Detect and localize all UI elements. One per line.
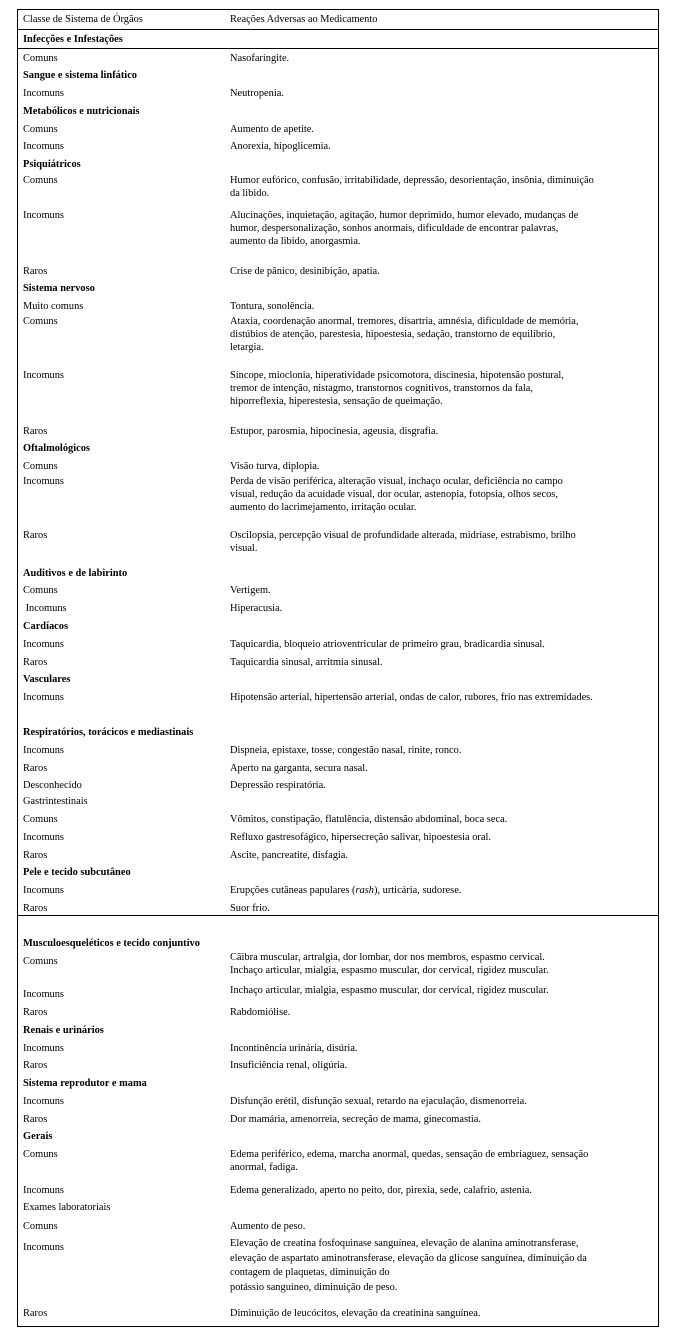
reaction-text: Hipotensão arterial, hipertensão arterial, ondas de calor, rubores, frio nas extremidades. bbox=[230, 692, 593, 703]
frequency-label: Raros bbox=[23, 763, 48, 774]
reaction-line: tremor de intenção, nistagmo, transtornos cognitivos, transtornos da fala, bbox=[230, 383, 533, 394]
frequency-label: Incomuns bbox=[23, 989, 64, 1000]
reaction-text: Depressão respiratória. bbox=[230, 780, 326, 791]
reaction-text: Hiperacusia. bbox=[230, 603, 283, 614]
frequency-label: Desconhecido bbox=[23, 780, 82, 791]
reaction-line: visual, redução da acuidade visual, dor ocular, astenopia, fotopsia, olhos secos, bbox=[230, 489, 558, 500]
reaction-text: Dor mamária, amenorreia, secreção de mama, ginecomastia. bbox=[230, 1114, 481, 1125]
frequency-label: Raros bbox=[23, 1060, 48, 1071]
frequency-label: Comuns bbox=[23, 1221, 58, 1232]
frequency-label: Incomuns bbox=[23, 210, 64, 221]
reaction-text: Incontinência urinária, disúria. bbox=[230, 1043, 358, 1054]
frequency-label: Raros bbox=[23, 1114, 48, 1125]
frequency-label: Incomuns bbox=[23, 1185, 64, 1196]
frequency-label: Comuns bbox=[23, 956, 58, 967]
reaction-text: Inchaço articular, mialgia, espasmo muscular, dor cervical, rigidez muscular. bbox=[230, 985, 549, 996]
section-title: Renais e urinários bbox=[23, 1025, 104, 1036]
reaction-text-emphasis: rash bbox=[355, 885, 374, 896]
reaction-text bbox=[230, 529, 655, 555]
frequency-label: Comuns bbox=[23, 316, 58, 327]
reaction-text: Anorexia, hipoglicemia. bbox=[230, 141, 331, 152]
reaction-text: Rabdomiólise. bbox=[230, 1007, 291, 1018]
section-title: Auditivos e de labirinto bbox=[23, 568, 128, 579]
reaction-line: Cãibra muscular, artralgia, dor lombar, dor nos membros, espasmo cervical. bbox=[230, 952, 545, 963]
reaction-text: Disfunção erétil, disfunção sexual, retardo na ejaculação, dismenorreia. bbox=[230, 1096, 527, 1107]
header-organ-class: Classe de Sistema de Órgãos bbox=[23, 14, 143, 25]
reaction-line: Síncope, mioclonia, hiperatividade psicomotora, discinesia, hipotensão postural, bbox=[230, 370, 564, 381]
page-break-divider bbox=[18, 915, 658, 916]
section-title: Respiratórios, torácicos e mediastinais bbox=[23, 727, 194, 738]
frequency-label: Incomuns bbox=[23, 885, 64, 896]
frequency-label: Incomuns bbox=[23, 639, 64, 650]
reaction-text: Refluxo gastresofágico, hipersecreção salivar, hipoestesia oral. bbox=[230, 832, 491, 843]
frequency-label: Raros bbox=[23, 1308, 48, 1319]
frequency-label: Comuns bbox=[23, 53, 58, 64]
section-title: Sistema nervoso bbox=[23, 283, 95, 294]
reaction-text: Taquicardia, bloqueio atrioventricular de primeiro grau, bradicardia sinusal. bbox=[230, 639, 545, 650]
frequency-label: Incomuns bbox=[23, 603, 67, 614]
reaction-text: Nasofaringite. bbox=[230, 53, 290, 64]
reaction-text bbox=[230, 951, 655, 977]
reaction-line: potássio sanguíneo, diminuição de peso. bbox=[230, 1281, 398, 1293]
frequency-label: Incomuns bbox=[23, 88, 64, 99]
reaction-line: distúbios de atenção, parestesia, hipoestesia, sedação, transtorno de equilíbrio, bbox=[230, 329, 556, 340]
reaction-text: Estupor, parosmia, hipocinesia, ageusia, disgrafia. bbox=[230, 426, 439, 437]
frequency-label: Comuns bbox=[23, 814, 58, 825]
reaction-text: Aumento de apetite. bbox=[230, 124, 314, 135]
reaction-line: Humor eufórico, confusão, irritabilidade, depressão, desorientação, insônia, diminuição bbox=[230, 175, 594, 186]
reaction-text: Aumento de peso. bbox=[230, 1221, 306, 1232]
frequency-label: Incomuns bbox=[23, 476, 64, 487]
section-title: Oftalmológicos bbox=[23, 443, 90, 454]
reaction-text bbox=[230, 884, 655, 897]
frequency-label: Comuns bbox=[23, 1149, 58, 1160]
reaction-text: Taquicardia sinusal, arritmia sinusal. bbox=[230, 657, 383, 668]
header-adverse-reactions: Reações Adversas ao Medicamento bbox=[230, 14, 378, 25]
reaction-text: Neutropenia. bbox=[230, 88, 284, 99]
reaction-text: Vertigem. bbox=[230, 585, 271, 596]
frequency-label: Raros bbox=[23, 903, 48, 914]
reaction-text bbox=[230, 315, 655, 354]
reaction-text-part: Erupções cutâneas papulares ( bbox=[230, 885, 356, 896]
reaction-line: Ataxia, coordenação anormal, tremores, disartria, amnésia, dificuldade de memória, bbox=[230, 316, 579, 327]
frequency-label: Raros bbox=[23, 426, 48, 437]
section-title: Infecções e Infestações bbox=[23, 34, 123, 45]
frequency-label: Raros bbox=[23, 530, 48, 541]
reaction-text-part: ), urticária, sudorese. bbox=[373, 885, 462, 896]
section-title: Sangue e sistema linfático bbox=[23, 70, 138, 81]
reaction-line: aumento do lacrimejamento, irritação ocular. bbox=[230, 502, 417, 513]
frequency-label: Comuns bbox=[23, 124, 58, 135]
section-title: Vasculares bbox=[23, 674, 71, 685]
frequency-label: Comuns bbox=[23, 175, 58, 186]
section-title: Cardíacos bbox=[23, 621, 69, 632]
frequency-label: Incomuns bbox=[23, 1043, 64, 1054]
frequency-label: Incomuns bbox=[23, 692, 64, 703]
reaction-line: da libido. bbox=[230, 188, 270, 199]
section-divider bbox=[18, 48, 658, 49]
reaction-text bbox=[230, 369, 655, 408]
reaction-text: Diminuição de leucócitos, elevação da creatinina sanguínea. bbox=[230, 1308, 481, 1319]
reaction-line: Perda de visão periférica, alteração visual, inchaço ocular, deficiência no campo bbox=[230, 476, 563, 487]
reaction-text: Tontura, sonolência. bbox=[230, 301, 315, 312]
reaction-text: Dispneia, epistaxe, tosse, congestão nasal, rinite, ronco. bbox=[230, 745, 462, 756]
frequency-label: Raros bbox=[23, 850, 48, 861]
reaction-line: anormal, fadiga. bbox=[230, 1162, 298, 1173]
frequency-label: Raros bbox=[23, 1007, 48, 1018]
reaction-text bbox=[230, 1148, 655, 1174]
frequency-label: Incomuns bbox=[23, 745, 64, 756]
reaction-line: Inchaço articular, mialgia, espasmo muscular, dor cervical, rigidez muscular. bbox=[230, 965, 549, 976]
frequency-label: Comuns bbox=[23, 461, 58, 472]
reaction-text: Insuficiência renal, oligúria. bbox=[230, 1060, 348, 1071]
reaction-text bbox=[230, 209, 655, 248]
reaction-line: visual. bbox=[230, 543, 258, 554]
section-title: Exames laboratoriais bbox=[23, 1202, 111, 1213]
reaction-text: Visão turva, diplopia. bbox=[230, 461, 320, 472]
reaction-line: contagem de plaquetas, diminuição do bbox=[230, 1267, 390, 1278]
reaction-text: Edema generalizado, aperto no peito, dor, pirexia, sede, calafrio, astenia. bbox=[230, 1185, 532, 1196]
section-title: Psiquiátricos bbox=[23, 159, 81, 170]
frequency-label: Comuns bbox=[23, 585, 58, 596]
reaction-line: Edema periférico, edema, marcha anormal, quedas, sensação de embriaguez, sensação bbox=[230, 1149, 589, 1160]
reaction-text: Vômitos, constipação, flatulência, distensão abdominal, boca seca. bbox=[230, 814, 508, 825]
reaction-line: elevação de aspartato aminotransferase, elevação da glicose sanguínea, diminuição da bbox=[230, 1252, 587, 1264]
reaction-line: hiporreflexia, hiperestesia, sensação de queimação. bbox=[230, 396, 443, 407]
section-title: Musculoesqueléticos e tecido conjuntivo bbox=[23, 938, 200, 949]
reaction-text: Ascite, pancreatite, disfagia. bbox=[230, 850, 348, 861]
reaction-text bbox=[230, 475, 655, 514]
reaction-line: letargia. bbox=[230, 342, 264, 353]
reaction-text: Suor frio. bbox=[230, 903, 270, 914]
frequency-label: Incomuns bbox=[23, 141, 64, 152]
reaction-text: Aperto na garganta, secura nasal. bbox=[230, 763, 368, 774]
adverse-reactions-table bbox=[17, 9, 659, 1327]
section-title: Pele e tecido subcutâneo bbox=[23, 867, 131, 878]
reaction-text: Crise de pânico, desinibição, apatia. bbox=[230, 266, 380, 277]
header-divider bbox=[18, 29, 658, 30]
reaction-line: Oscilopsia, percepção visual de profundidade alterada, midríase, estrabismo, brilho bbox=[230, 530, 576, 541]
frequency-label: Raros bbox=[23, 266, 48, 277]
frequency-label: Incomuns bbox=[23, 1242, 64, 1253]
reaction-line: humor, despersonalização, sonhos anormais, dificuldade de encontrar palavras, bbox=[230, 223, 559, 234]
frequency-label: Muito comuns bbox=[23, 301, 84, 312]
section-title: Gerais bbox=[23, 1131, 53, 1142]
section-title: Sistema reprodutor e mama bbox=[23, 1078, 147, 1089]
section-title: Gastrintestinais bbox=[23, 796, 88, 807]
reaction-line: Alucinações, inquietação, agitação, humor deprimido, humor elevado, mudanças de bbox=[230, 210, 579, 221]
frequency-label: Incomuns bbox=[23, 1096, 64, 1107]
section-title: Metabólicos e nutricionais bbox=[23, 106, 140, 117]
reaction-text bbox=[230, 1237, 655, 1295]
frequency-label: Incomuns bbox=[23, 370, 64, 381]
reaction-line: aumento da libido, anorgasmia. bbox=[230, 236, 361, 247]
frequency-label: Incomuns bbox=[23, 832, 64, 843]
reaction-text bbox=[230, 174, 655, 200]
reaction-line: Elevação de creatina fosfoquinase sanguínea, elevação de alanina aminotransferase, bbox=[230, 1238, 579, 1249]
frequency-label: Raros bbox=[23, 657, 48, 668]
